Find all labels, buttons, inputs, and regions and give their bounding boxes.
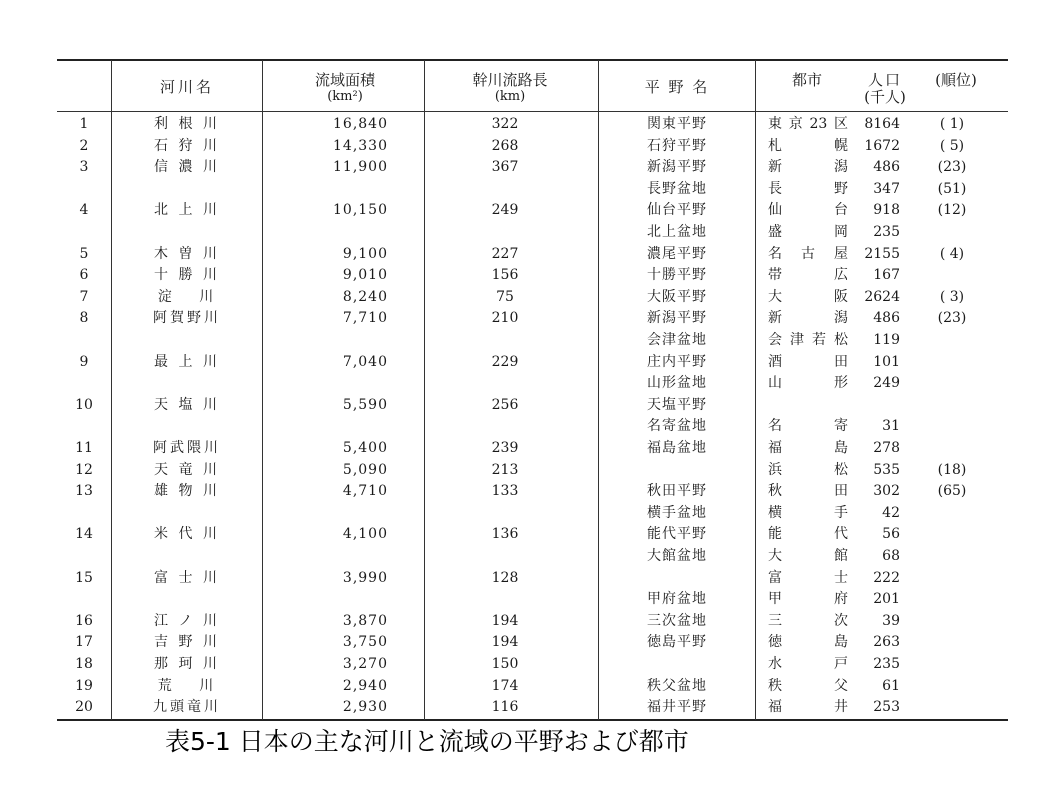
basin-area-cell: 3,870 bbox=[342, 612, 388, 629]
city-name-cell: 大 阪 bbox=[768, 288, 848, 305]
river-length-cell: 227 bbox=[491, 245, 519, 262]
river-length-cell: 239 bbox=[491, 440, 519, 456]
population-rank-cell bbox=[926, 632, 978, 654]
population-rank-cell bbox=[926, 611, 978, 633]
river-length-cell: 194 bbox=[491, 612, 519, 629]
river-name-cell bbox=[132, 503, 242, 525]
city-name-cell: 盛 岡 bbox=[768, 224, 848, 240]
basin-area-cell: 9,100 bbox=[342, 245, 388, 262]
basin-area-cell: 4,710 bbox=[342, 483, 388, 500]
plain-name-cell: 秋田平野 bbox=[647, 483, 707, 500]
plain-name-cell: 石狩平野 bbox=[647, 137, 707, 154]
city-name-cell: 帯 広 bbox=[768, 267, 848, 284]
population-rank-cell bbox=[926, 524, 978, 546]
population-rank-cell bbox=[926, 697, 978, 719]
population-cell: 249 bbox=[873, 375, 900, 392]
river-name-cell: 那 珂 川 bbox=[154, 656, 220, 672]
rank-cell: 8 bbox=[79, 310, 89, 327]
city-name-cell: 甲 府 bbox=[768, 591, 848, 608]
city-name-cell: 福 井 bbox=[768, 699, 848, 716]
basin-area-cell: 16,840 bbox=[333, 116, 388, 132]
river-name-cell: 吉 野 川 bbox=[154, 634, 220, 651]
river-name-cell bbox=[132, 373, 242, 395]
population-cell: 235 bbox=[873, 656, 900, 672]
river-length-cell: 194 bbox=[491, 634, 519, 651]
rank-cell: 14 bbox=[75, 526, 93, 543]
population-cell: 8164 bbox=[864, 116, 900, 132]
river-name-cell bbox=[132, 416, 242, 438]
population-rank-cell bbox=[926, 222, 978, 244]
city-name-cell: 仙 台 bbox=[768, 202, 848, 219]
basin-area-cell: 14,330 bbox=[333, 137, 388, 154]
population-rank-cell: ( 1) bbox=[939, 116, 965, 132]
plain-name-cell: 甲府盆地 bbox=[647, 591, 707, 608]
river-name-cell: 北 上 川 bbox=[154, 202, 220, 219]
river-length-cell: 322 bbox=[491, 116, 519, 132]
plain-name-cell: 新潟平野 bbox=[647, 159, 707, 176]
river-length-cell: 367 bbox=[491, 159, 519, 176]
population-rank-cell bbox=[926, 438, 978, 460]
plain-name-cell: 山形盆地 bbox=[647, 375, 707, 392]
population-rank-cell bbox=[926, 395, 978, 417]
city-name-cell: 東京23区 bbox=[768, 116, 848, 132]
population-cell: 167 bbox=[873, 267, 900, 284]
population-cell: 302 bbox=[873, 483, 900, 500]
river-name-cell: 江 ノ 川 bbox=[154, 612, 220, 629]
river-length-cell: 249 bbox=[491, 202, 519, 219]
river-length-cell bbox=[430, 222, 580, 244]
plain-name-cell bbox=[622, 568, 732, 590]
rank-cell: 16 bbox=[75, 612, 93, 629]
population-cell: 61 bbox=[882, 677, 900, 694]
basin-area-cell bbox=[258, 546, 388, 568]
population-rank-cell: (65) bbox=[937, 483, 967, 500]
city-name-cell: 徳 島 bbox=[768, 634, 848, 651]
population-cell: 42 bbox=[882, 504, 900, 521]
basin-area-cell bbox=[258, 222, 388, 244]
population-rank-cell bbox=[926, 352, 978, 374]
population-rank-cell bbox=[926, 676, 978, 698]
population-cell bbox=[848, 395, 900, 417]
river-length-cell bbox=[430, 330, 580, 352]
basin-area-cell bbox=[258, 503, 388, 525]
city-name-cell bbox=[768, 395, 848, 417]
header-river: 河川名 bbox=[159, 78, 214, 96]
population-cell: 201 bbox=[873, 591, 900, 608]
column-divider bbox=[598, 60, 599, 720]
river-length-cell: 128 bbox=[491, 569, 519, 586]
plain-name-cell: 大館盆地 bbox=[647, 548, 707, 564]
population-rank-cell: (18) bbox=[937, 461, 967, 478]
basin-area-cell: 9,010 bbox=[342, 267, 388, 284]
population-rank-cell bbox=[926, 373, 978, 395]
city-name-cell: 新 潟 bbox=[768, 159, 848, 176]
basin-area-cell: 2,930 bbox=[342, 699, 388, 716]
population-rank-cell: ( 4) bbox=[939, 245, 965, 262]
population-cell: 39 bbox=[882, 612, 900, 629]
basin-area-cell: 8,240 bbox=[342, 288, 388, 305]
plain-name-cell: 福島盆地 bbox=[647, 440, 707, 456]
city-name-cell: 福 島 bbox=[768, 440, 848, 456]
river-length-cell bbox=[430, 373, 580, 395]
population-rank-cell bbox=[926, 654, 978, 676]
river-length-cell bbox=[430, 179, 580, 201]
river-name-cell: 天 竜 川 bbox=[154, 461, 220, 478]
rank-cell bbox=[57, 222, 111, 244]
population-cell: 347 bbox=[873, 180, 900, 197]
basin-area-cell bbox=[258, 330, 388, 352]
river-name-cell: 木 曽 川 bbox=[154, 245, 220, 262]
river-length-cell: 256 bbox=[491, 396, 519, 413]
population-cell: 2155 bbox=[864, 245, 900, 262]
rank-cell bbox=[57, 589, 111, 611]
river-length-cell: 75 bbox=[496, 288, 514, 305]
rank-cell: 9 bbox=[79, 353, 89, 370]
river-name-cell bbox=[132, 330, 242, 352]
population-cell: 535 bbox=[873, 461, 900, 478]
river-length-cell: 116 bbox=[491, 699, 519, 716]
header-population: 人口 bbox=[867, 71, 902, 89]
plain-name-cell: 天塩平野 bbox=[647, 396, 707, 413]
river-name-cell: 最 上 川 bbox=[154, 353, 220, 370]
rank-cell: 12 bbox=[75, 461, 93, 478]
plain-name-cell: 大阪平野 bbox=[647, 288, 707, 305]
population-rank-cell bbox=[926, 568, 978, 590]
population-cell: 2624 bbox=[864, 288, 900, 305]
rank-cell bbox=[57, 330, 111, 352]
basin-area-cell: 5,400 bbox=[342, 440, 388, 456]
plain-name-cell: 関東平野 bbox=[647, 116, 707, 132]
plain-name-cell: 名寄盆地 bbox=[647, 418, 707, 435]
river-length-cell: 210 bbox=[491, 310, 519, 327]
rank-cell: 13 bbox=[75, 483, 93, 500]
population-cell: 101 bbox=[873, 353, 900, 370]
basin-area-cell: 7,040 bbox=[342, 353, 388, 370]
column-divider bbox=[424, 60, 425, 720]
river-name-cell bbox=[132, 179, 242, 201]
population-cell: 486 bbox=[873, 159, 900, 176]
population-rank-cell bbox=[926, 503, 978, 525]
population-cell: 31 bbox=[882, 418, 900, 435]
plain-name-cell: 福井平野 bbox=[647, 699, 707, 716]
rank-cell: 4 bbox=[79, 202, 89, 219]
basin-area-cell: 10,150 bbox=[333, 202, 388, 219]
population-cell: 278 bbox=[873, 440, 900, 456]
rank-cell: 2 bbox=[79, 137, 89, 154]
population-rank-cell: (12) bbox=[937, 202, 967, 219]
plain-name-cell bbox=[622, 460, 732, 482]
table-caption: 表5-1 日本の主な河川と流域の平野および都市 bbox=[165, 727, 689, 756]
river-length-cell: 150 bbox=[491, 656, 519, 672]
rank-cell: 1 bbox=[79, 116, 89, 132]
river-name-cell: 雄 物 川 bbox=[154, 483, 220, 500]
header-length-unit: (km) bbox=[494, 89, 526, 104]
rank-cell: 15 bbox=[75, 569, 93, 586]
plain-name-cell: 新潟平野 bbox=[647, 310, 707, 327]
plain-name-cell: 徳島平野 bbox=[647, 634, 707, 651]
river-name-cell: 阿武隈川 bbox=[153, 440, 221, 456]
city-name-cell: 山 形 bbox=[768, 375, 848, 392]
plain-name-cell bbox=[622, 654, 732, 676]
basin-area-cell: 3,750 bbox=[342, 634, 388, 651]
city-name-cell: 秋 田 bbox=[768, 483, 848, 500]
population-cell: 56 bbox=[882, 526, 900, 543]
river-length-cell: 156 bbox=[491, 267, 519, 284]
plain-name-cell: 秩父盆地 bbox=[647, 677, 707, 694]
population-rank-cell: (51) bbox=[937, 180, 967, 197]
basin-area-cell bbox=[258, 179, 388, 201]
rank-cell: 20 bbox=[75, 699, 93, 716]
population-rank-cell bbox=[926, 546, 978, 568]
basin-area-cell bbox=[258, 416, 388, 438]
river-length-cell bbox=[430, 503, 580, 525]
river-length-cell: 213 bbox=[491, 461, 519, 478]
rank-cell: 18 bbox=[75, 656, 93, 672]
city-name-cell: 長 野 bbox=[768, 180, 848, 197]
city-name-cell: 会津若松 bbox=[768, 332, 848, 348]
rank-cell: 10 bbox=[75, 396, 93, 413]
basin-area-cell: 11,900 bbox=[333, 159, 388, 176]
population-cell: 119 bbox=[873, 332, 900, 348]
header-divider bbox=[57, 111, 1008, 112]
river-name-cell: 利 根 川 bbox=[154, 116, 220, 132]
basin-area-cell: 5,590 bbox=[342, 396, 388, 413]
population-cell: 253 bbox=[873, 699, 900, 716]
plain-name-cell: 十勝平野 bbox=[647, 267, 707, 284]
population-rank-cell: (23) bbox=[937, 310, 967, 327]
rank-cell bbox=[57, 416, 111, 438]
plain-name-cell: 庄内平野 bbox=[647, 353, 707, 370]
city-name-cell: 名古屋 bbox=[768, 245, 848, 262]
basin-area-cell bbox=[258, 373, 388, 395]
population-rank-cell bbox=[926, 589, 978, 611]
river-length-cell: 229 bbox=[491, 353, 519, 370]
city-name-cell: 札 幌 bbox=[768, 137, 848, 154]
header-area-unit: (km²) bbox=[327, 89, 363, 104]
plain-name-cell: 北上盆地 bbox=[647, 224, 707, 240]
population-rank-cell: (23) bbox=[937, 159, 967, 176]
basin-area-cell: 5,090 bbox=[342, 461, 388, 478]
basin-area-cell: 2,940 bbox=[342, 677, 388, 694]
city-name-cell: 新 潟 bbox=[768, 310, 848, 327]
header-city: 都市 bbox=[791, 71, 822, 89]
city-name-cell: 富 士 bbox=[768, 569, 848, 586]
rank-cell: 6 bbox=[79, 267, 89, 284]
population-cell: 486 bbox=[873, 310, 900, 327]
river-name-cell: 米 代 川 bbox=[154, 526, 220, 543]
river-length-cell: 268 bbox=[491, 137, 519, 154]
river-name-cell: 九頭竜川 bbox=[153, 699, 221, 716]
rank-cell bbox=[57, 179, 111, 201]
city-name-cell: 名 寄 bbox=[768, 418, 848, 435]
population-rank-cell: ( 3) bbox=[939, 288, 965, 305]
population-rank-cell bbox=[926, 416, 978, 438]
rank-cell: 11 bbox=[75, 440, 93, 456]
header-length: 幹川流路長 bbox=[472, 71, 548, 89]
population-cell: 918 bbox=[873, 202, 900, 219]
river-name-cell: 信 濃 川 bbox=[154, 159, 220, 176]
header-order: (順位) bbox=[935, 71, 977, 89]
basin-area-cell: 3,990 bbox=[342, 569, 388, 586]
river-name-cell: 十 勝 川 bbox=[154, 267, 220, 284]
plain-name-cell: 濃尾平野 bbox=[647, 245, 707, 262]
plain-name-cell: 能代平野 bbox=[647, 526, 707, 543]
header-area: 流域面積 bbox=[314, 71, 375, 89]
river-name-cell: 富 士 川 bbox=[154, 569, 220, 586]
city-name-cell: 酒 田 bbox=[768, 353, 848, 370]
population-cell: 235 bbox=[873, 224, 900, 240]
column-divider bbox=[755, 60, 756, 720]
river-length-cell: 174 bbox=[491, 677, 519, 694]
header-population-unit: (千人) bbox=[864, 88, 906, 106]
basin-area-cell: 7,710 bbox=[342, 310, 388, 327]
plain-name-cell: 三次盆地 bbox=[647, 612, 707, 629]
column-divider bbox=[111, 60, 112, 720]
city-name-cell: 水 戸 bbox=[768, 656, 848, 672]
river-length-cell: 136 bbox=[491, 526, 519, 543]
rank-cell: 17 bbox=[75, 634, 93, 651]
rank-cell: 7 bbox=[79, 288, 89, 305]
rank-cell bbox=[57, 373, 111, 395]
river-length-cell bbox=[430, 416, 580, 438]
plain-name-cell: 仙台平野 bbox=[647, 202, 707, 219]
river-name-cell: 阿賀野川 bbox=[153, 310, 221, 327]
rank-cell bbox=[57, 503, 111, 525]
population-cell: 68 bbox=[882, 548, 900, 564]
basin-area-cell: 3,270 bbox=[342, 656, 388, 672]
river-name-cell bbox=[132, 546, 242, 568]
river-length-cell: 133 bbox=[491, 483, 519, 500]
rank-cell bbox=[57, 546, 111, 568]
population-cell: 222 bbox=[873, 569, 900, 586]
river-name-cell: 天 塩 川 bbox=[154, 396, 220, 413]
population-rank-cell bbox=[926, 330, 978, 352]
plain-name-cell: 横手盆地 bbox=[647, 504, 707, 521]
city-name-cell: 浜 松 bbox=[768, 461, 848, 478]
city-name-cell: 横 手 bbox=[768, 504, 848, 521]
river-name-cell: 荒 川 bbox=[157, 677, 217, 694]
city-name-cell: 能 代 bbox=[768, 526, 848, 543]
rank-cell: 3 bbox=[79, 159, 89, 176]
river-name-cell: 石 狩 川 bbox=[154, 137, 220, 154]
plain-name-cell: 会津盆地 bbox=[647, 332, 707, 348]
basin-area-cell: 4,100 bbox=[342, 526, 388, 543]
river-name-cell: 淀 川 bbox=[157, 288, 217, 305]
city-name-cell: 大 館 bbox=[768, 548, 848, 564]
rank-cell: 19 bbox=[75, 677, 93, 694]
plain-name-cell: 長野盆地 bbox=[647, 180, 707, 197]
river-length-cell bbox=[430, 546, 580, 568]
population-rank-cell bbox=[926, 265, 978, 287]
basin-area-cell bbox=[258, 589, 388, 611]
river-length-cell bbox=[430, 589, 580, 611]
river-name-cell bbox=[132, 222, 242, 244]
city-name-cell: 三 次 bbox=[768, 612, 848, 629]
city-name-cell: 秩 父 bbox=[768, 677, 848, 694]
population-cell: 1672 bbox=[864, 137, 900, 154]
header-plain: 平 野 名 bbox=[644, 78, 710, 96]
population-cell: 263 bbox=[873, 634, 900, 651]
river-name-cell bbox=[132, 589, 242, 611]
rank-cell: 5 bbox=[79, 245, 89, 262]
population-rank-cell: ( 5) bbox=[939, 137, 965, 154]
